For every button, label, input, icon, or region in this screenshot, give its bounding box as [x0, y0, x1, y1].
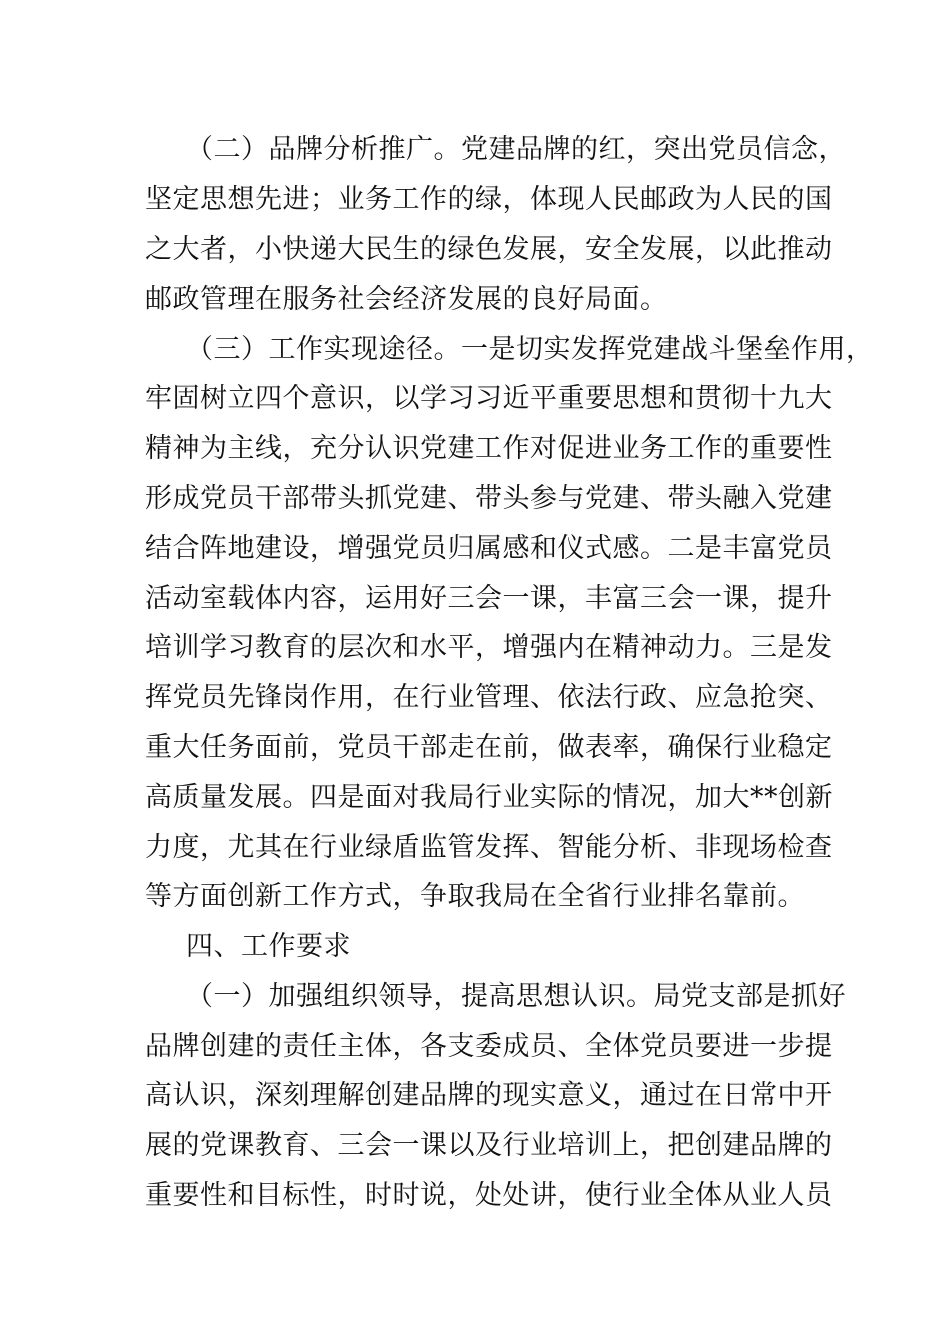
- text-line: 重要性和目标性，时时说，处处讲，使行业全体从业人员: [145, 1180, 833, 1211]
- text-line: 展的党课教育、三会一课以及行业培训上，把创建品牌的: [145, 1130, 833, 1161]
- text-line: 高认识，深刻理解创建品牌的现实意义，通过在日常中开: [145, 1080, 833, 1111]
- text-line: 力度，尤其在行业绿盾监管发挥、智能分析、非现场检查: [145, 832, 833, 863]
- text-line: 品牌创建的责任主体，各支委成员、全体党员要进一步提: [145, 1031, 833, 1062]
- text-line: 重大任务面前，党员干部走在前，做表率，确保行业稳定: [145, 732, 833, 763]
- text-line: 精神为主线，充分认识党建工作对促进业务工作的重要性: [145, 433, 833, 464]
- text-line: 培训学习教育的层次和水平，增强内在精神动力。三是发: [145, 632, 833, 663]
- text-line: 牢固树立四个意识，以学习习近平重要思想和贯彻十九大: [145, 383, 833, 414]
- text-line: （三）工作实现途径。一是切实发挥党建战斗堡垒作用，: [186, 334, 874, 365]
- text-line: 之大者，小快递大民生的绿色发展，安全发展，以此推动: [145, 234, 833, 265]
- text-line: 挥党员先锋岗作用，在行业管理、依法行政、应急抢突、: [145, 682, 833, 713]
- text-line: 等方面创新工作方式，争取我局在全省行业排名靠前。: [145, 881, 805, 912]
- text-line: 高质量发展。四是面对我局行业实际的情况，加大**创新: [145, 782, 833, 813]
- text-line: （二）品牌分析推广。党建品牌的红，突出党员信念，: [186, 134, 846, 165]
- text-line: 邮政管理在服务社会经济发展的良好局面。: [145, 284, 668, 315]
- text-line: （一）加强组织领导，提高思想认识。局党支部是抓好: [186, 981, 846, 1012]
- section-heading: 四、工作要求: [186, 931, 351, 962]
- text-line: 坚定思想先进；业务工作的绿，体现人民邮政为人民的国: [145, 184, 833, 215]
- text-line: 形成党员干部带头抓党建、带头参与党建、带头融入党建: [145, 483, 833, 514]
- text-line: 结合阵地建设，增强党员归属感和仪式感。二是丰富党员: [145, 533, 833, 564]
- text-line: 活动室载体内容，运用好三会一课，丰富三会一课，提升: [145, 583, 833, 614]
